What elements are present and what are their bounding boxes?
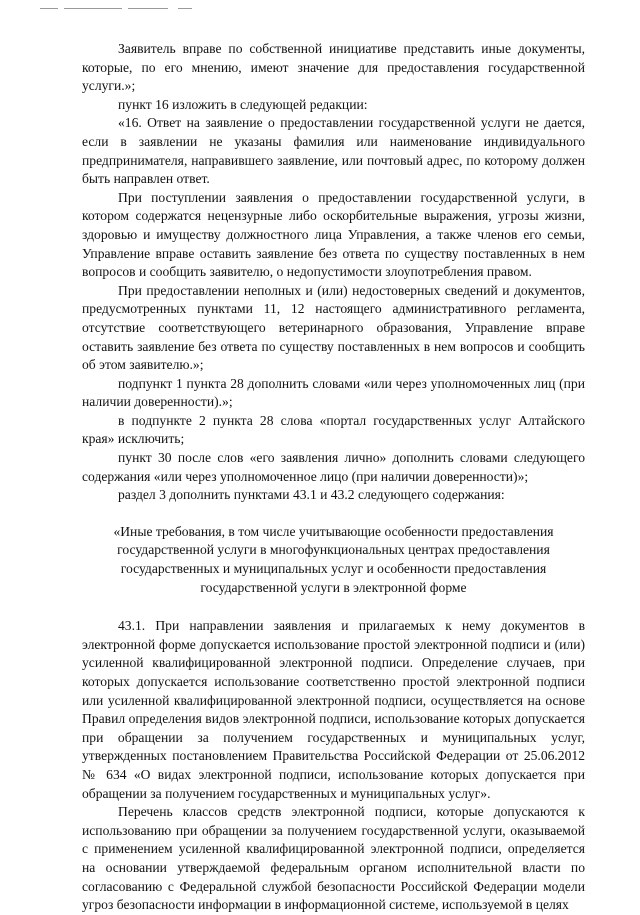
paragraph-item-30: пункт 30 после слов «его заявления лично» дополнить словами следующего содержания «или через уполномоченное лицо (при наличии доверенности)»; (82, 450, 585, 484)
document-body (82, 40, 585, 915)
paragraph-signature-classes: Перечень классов средств электронной подписи, которые допускаются к использованию при обращении за получением государственной услуги, оказываемой с применением усиленной квалифицированной электронной подписи, определяется на основании утверждаемой федеральным органом исполнительной власти по согласованию с Федеральной службой безопасности Российской Федерации модели угроз безопасности информации в информационной системе, используемой в целях (82, 804, 585, 913)
paragraph-additional-documents: Заявитель вправе по собственной инициативе представить иные документы, которые, по его мнению, имеют значение для предоставления государственной услуги.»; (82, 41, 585, 94)
paragraph-item-43-1: 43.1. При направлении заявления и прилагаемых к нему документов в электронной форме допускается использование простой электронной подписи и (или) усиленной квалифицированной электронной подписи. Определение случаев, при которых допускается использование соответственно простой электронной подписи или усиленной квалифицированной электронной подписи, осуществляется на основе Правил определения видов электронной подписи, использование которых допускается при обращении за получением государственных и муниципальных услуг, утвержденных постановлением Правительства Российской Федерации от 25.06.2012 № 634 «О видах электронной подписи, использование которых допускается при обращении за получением государственных и муниципальных услуг». (82, 618, 585, 801)
section-heading: «Иные требования, в том числе учитывающие особенности предоставления государственной услуги в многофункциональных центрах предоставления государственных и муниципальных услуг и особенности предоставления государственной услуги в электронной форме (113, 523, 554, 595)
paragraph-subitem-1-item-28: подпункт 1 пункта 28 дополнить словами «или через уполномоченных лиц (при наличии доверенности).»; (82, 375, 585, 410)
paragraph-obscene-content: При поступлении заявления о предоставлении государственной услуги, в котором содержатся нецензурные либо оскорбительные выражения, угрозы жизни, здоровью и имуществу должностного лица Управления, а также членов его семьи, Управление вправе оставить заявление без ответа по существу поставленных в нем вопросов и сообщить заявителю, о недопустимости злоупотребления правом. (82, 189, 585, 280)
scan-artifact-line (128, 8, 168, 9)
paragraph-item-16-intro: пункт 16 изложить в следующей редакции: (118, 96, 368, 112)
paragraph-incomplete-info: При предоставлении неполных и (или) недостоверных сведений и документов, предусмотренных пунктами 11, 12 настоящего административного регламента, отсутствие соответствующего ветеринарного образования, Управление вправе оставить заявление без ответа по существу поставленных в нем вопросов и сообщить об этом заявителю.»; (82, 282, 585, 373)
paragraph-section-3: раздел 3 дополнить пунктами 43.1 и 43.2 следующего содержания: (118, 487, 505, 503)
paragraph-subitem-2-item-28: в подпункте 2 пункта 28 слова «портал государственных услуг Алтайского края» исключить; (82, 412, 585, 447)
scan-artifact-line (178, 8, 192, 9)
scan-artifact-line (40, 8, 58, 9)
scan-artifact-line (64, 8, 122, 9)
section-heading-block (82, 523, 585, 597)
paragraph-item-16-text: «16. Ответ на заявление о предоставлении государственной услуги не дается, если в заявлении не указаны фамилия или наименование индивидуального предпринимателя, направившего заявление, или почтовый адрес, по которому должен быть направлен ответ. (82, 115, 585, 187)
